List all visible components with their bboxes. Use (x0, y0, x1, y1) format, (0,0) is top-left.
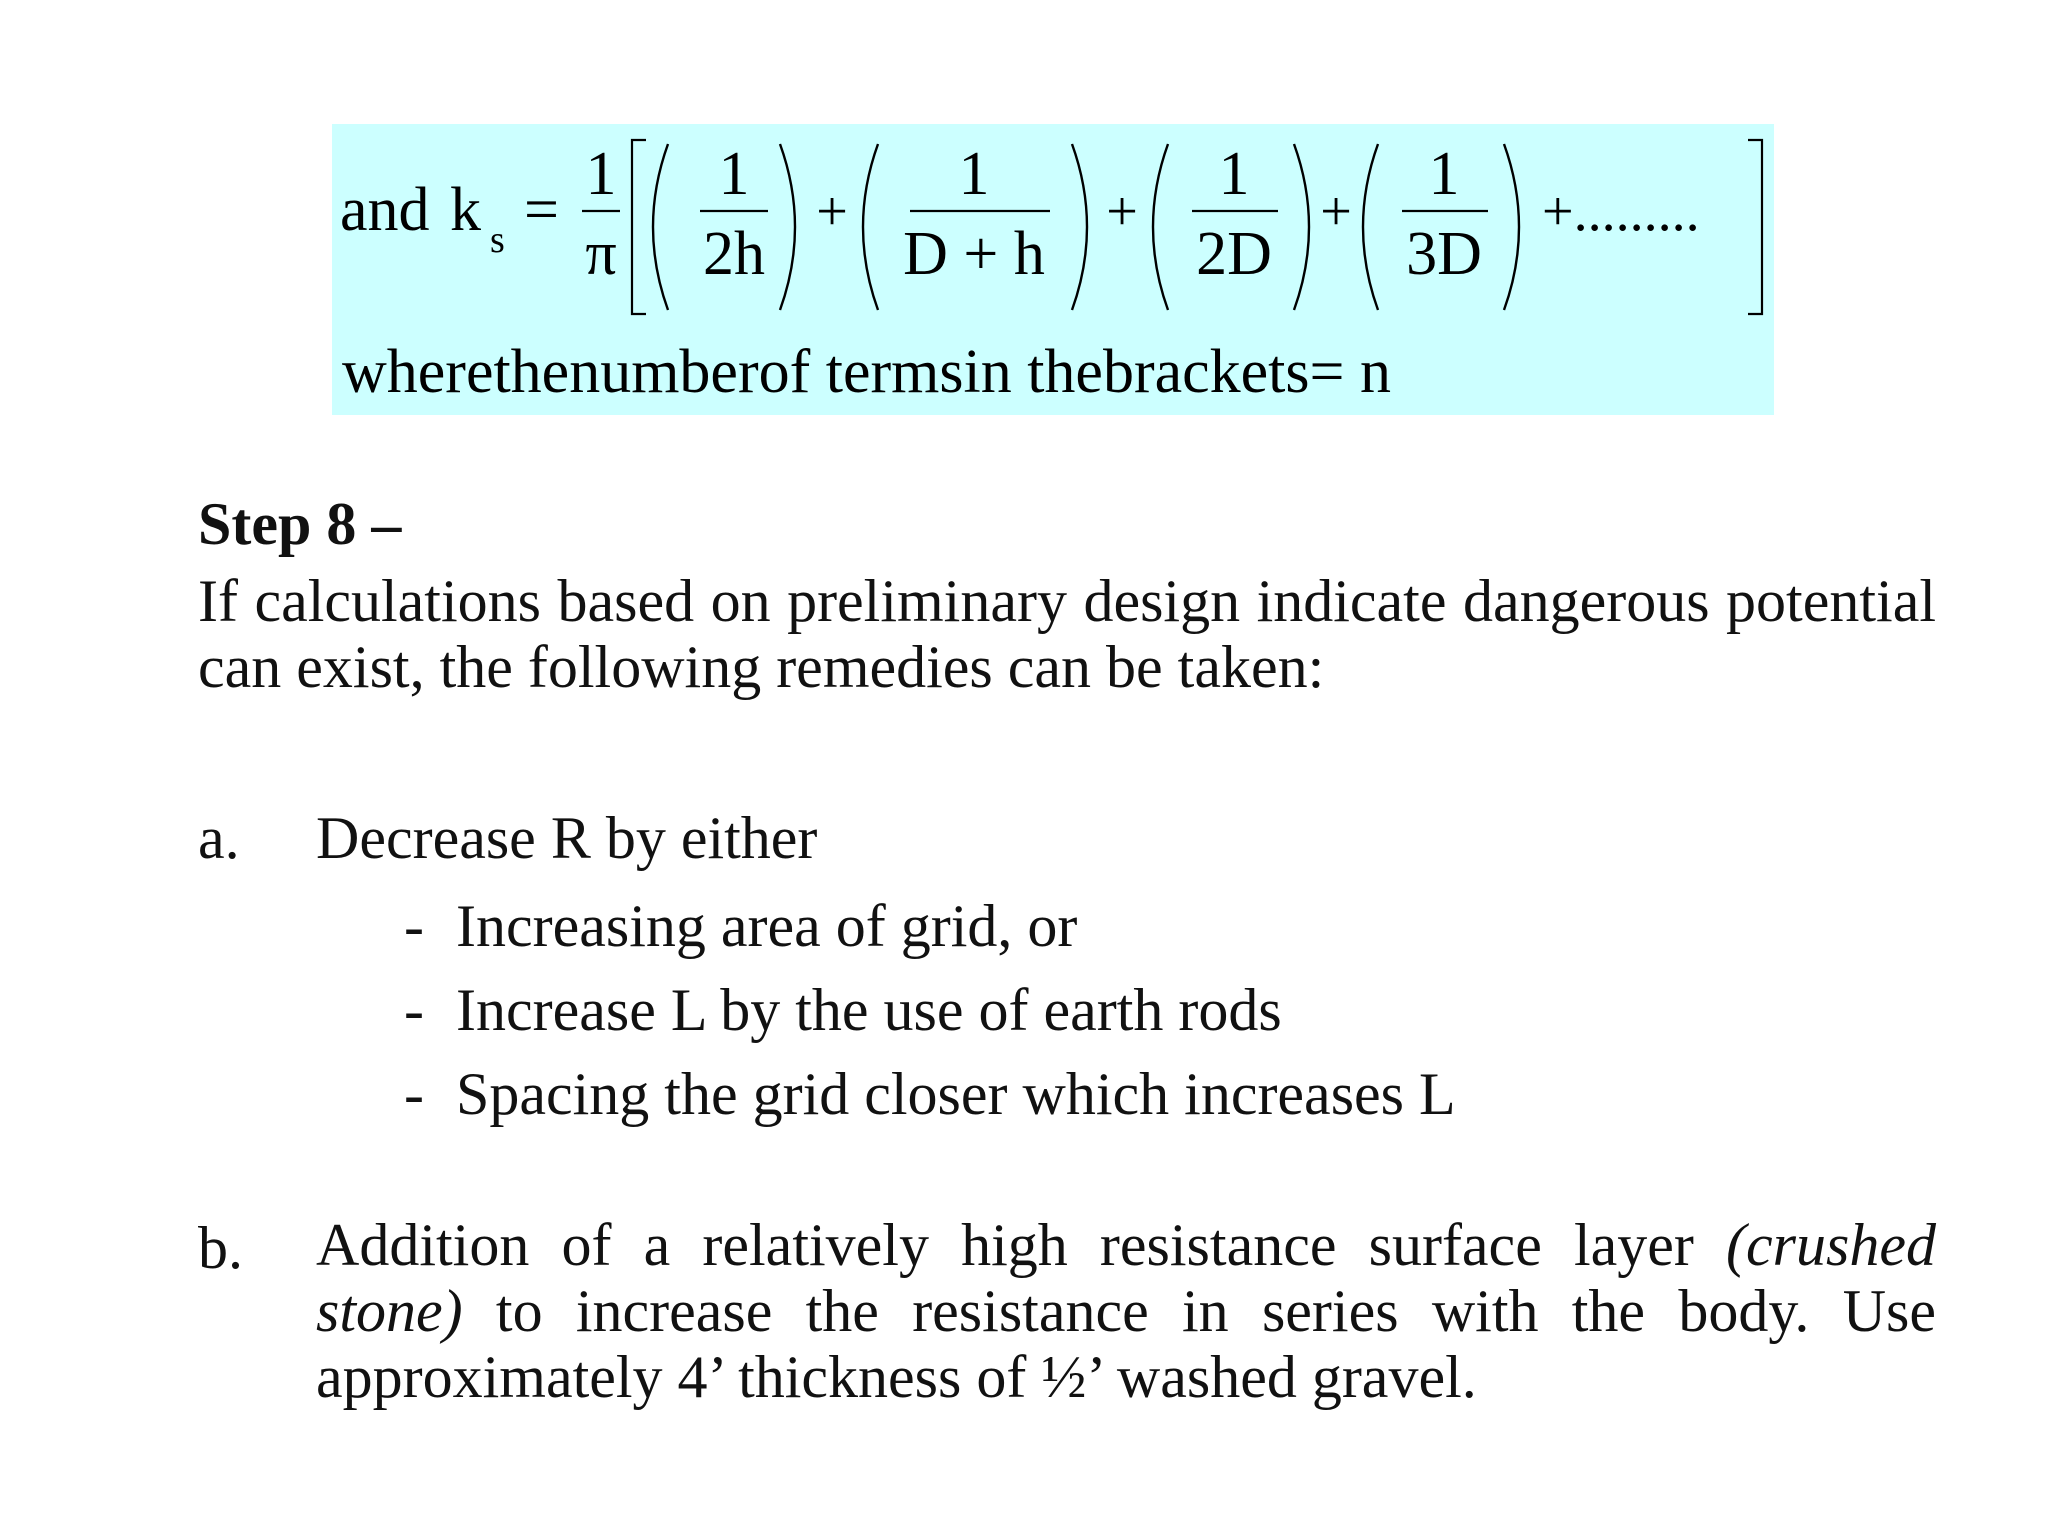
formula-plus-2: + (1106, 181, 1138, 243)
formula-term1-numerator: 1 (718, 140, 750, 208)
sub-item-dash: - (404, 977, 424, 1043)
formula-right-bracket (1748, 140, 1762, 314)
formula-term2-right-paren (1072, 144, 1087, 310)
formula-term3-right-paren (1294, 144, 1309, 310)
sub-item-dash: - (404, 893, 424, 959)
remedy-b-text-italic: (crushed stone) (316, 1212, 1936, 1344)
formula-term4-left-paren (1363, 144, 1378, 310)
formula-term1-right-paren (780, 144, 795, 310)
formula-lhs-subscript: s (490, 219, 505, 261)
remedy-a-sub-list (404, 884, 1456, 1136)
formula-plus-1: + (816, 181, 848, 243)
remedy-b-text-before: Addition of a relatively high resistance surface layer (316, 1212, 1727, 1278)
formula-term2-numerator: 1 (958, 140, 990, 208)
formula-ellipsis: +......... (1542, 181, 1700, 243)
remedy-a-marker: a. (198, 805, 240, 871)
formula-panel (332, 124, 1774, 415)
formula-term1-left-paren (653, 144, 668, 310)
formula-plus-3: + (1320, 181, 1352, 243)
step-title: Step 8 – (198, 491, 402, 557)
formula-coef-numerator: 1 (585, 140, 617, 208)
formula-left-bracket (632, 140, 646, 314)
formula-term1-denominator: 2h (703, 220, 765, 288)
remedy-a-text: Decrease R by either (316, 805, 818, 871)
step-intro-paragraph: If calculations based on preliminary design indicate dangerous potential can exist, the following remedies can be taken: (198, 568, 1936, 700)
formula-coef-denominator: π (585, 220, 617, 288)
formula-term3-numerator: 1 (1218, 140, 1250, 208)
remedy-a-sub-item (404, 1052, 1456, 1136)
sub-item-text: Spacing the grid closer which increases L (456, 1061, 1456, 1127)
formula-term3-denominator: 2D (1196, 220, 1272, 288)
sub-item-text: Increase L by the use of earth rods (456, 977, 1282, 1043)
remedy-b-text (316, 1212, 1936, 1410)
formula-term4-numerator: 1 (1428, 140, 1460, 208)
formula-lhs-prefix: and (340, 176, 430, 244)
formula-lhs-symbol: k (450, 176, 481, 244)
formula-term4-denominator: 3D (1406, 220, 1482, 288)
formula-equation (332, 124, 1774, 415)
formula-term2-left-paren (863, 144, 878, 310)
formula-term2-denominator: D + h (903, 220, 1045, 288)
remedy-b-marker: b. (198, 1215, 243, 1281)
formula-condition: wherethenumberof termsin thebrackets= n (342, 338, 1391, 406)
sub-item-text: Increasing area of grid, or (456, 893, 1078, 959)
remedy-b-text-after: to increase the resistance in series with the body. Use approximately 4’ thickness of ½’ washed gravel. (316, 1278, 1936, 1410)
remedy-a-sub-item (404, 968, 1456, 1052)
sub-item-dash: - (404, 1061, 424, 1127)
formula-equals: = (524, 176, 559, 244)
remedy-a-sub-item (404, 884, 1456, 968)
formula-term4-right-paren (1504, 144, 1519, 310)
formula-term3-left-paren (1153, 144, 1168, 310)
